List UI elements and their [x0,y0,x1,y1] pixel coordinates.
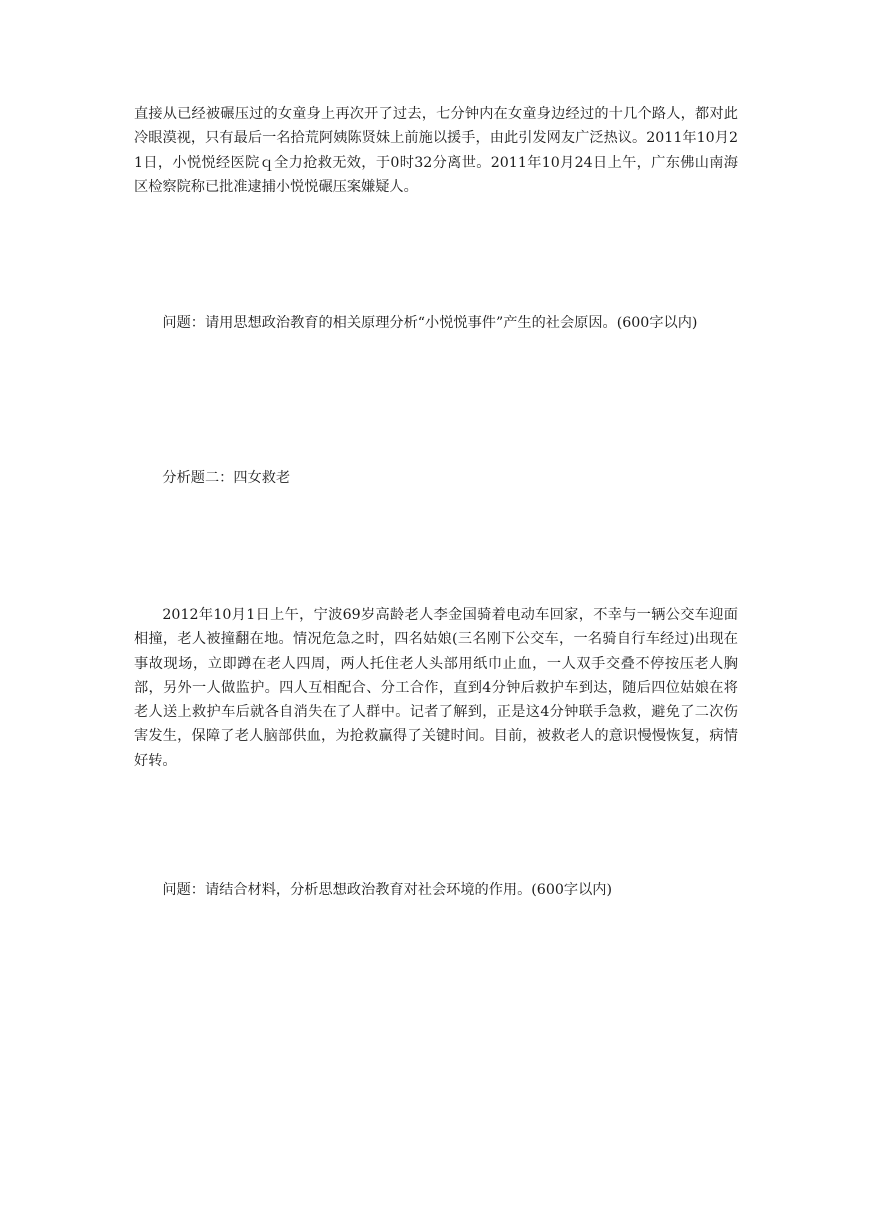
case-two-description-paragraph: 2012年10月1日上午，宁波69岁高龄老人李金国骑着电动车回家，不幸与一辆公交车迎面相撞，老人被撞翻在地。情况危急之时，四名姑娘(三名刚下公交车，一名骑自行车经过)出现在事故现场，立即蹲在老人四周，两人托住老人头部用纸巾止血，一人双手交叠不停按压老人胸部，另外一人做监护。四人互相配合、分工合作，直到4分钟后救护车到达，随后四位姑娘在将老人送上救护车后就各自消失在了人群中。记者了解到，正是这4分钟联手急救，避免了二次伤害发生，保障了老人脑部供血，为抢救赢得了关键时间。目前，被救老人的意识慢慢恢复，病情好转。 [134,607,738,769]
question-one-paragraph: 问题：请用思想政治教育的相关原理分析“小悦悦事件”产生的社会原因。(600字以内) [162,315,698,331]
case-description-paragraph: 直接从已经被碾压过的女童身上再次开了过去，七分钟内在女童身边经过的十几个路人，都对此冷眼漠视，只有最后一名拾荒阿姨陈贤妹上前施以援手，由此引发网友广泛热议。2011年10月21日，小悦悦经医院ｑ全力抢救无效，于0时32分离世。2011年10月24日上午，广东佛山南海区检察院称已批准逮捕小悦悦碾压案嫌疑人。 [134,106,738,195]
analysis-two-heading: 分析题二：四女救老 [162,470,291,486]
question-two-paragraph: 问题：请结合材料，分析思想政治教育对社会环境的作用。(600字以内) [162,882,612,898]
